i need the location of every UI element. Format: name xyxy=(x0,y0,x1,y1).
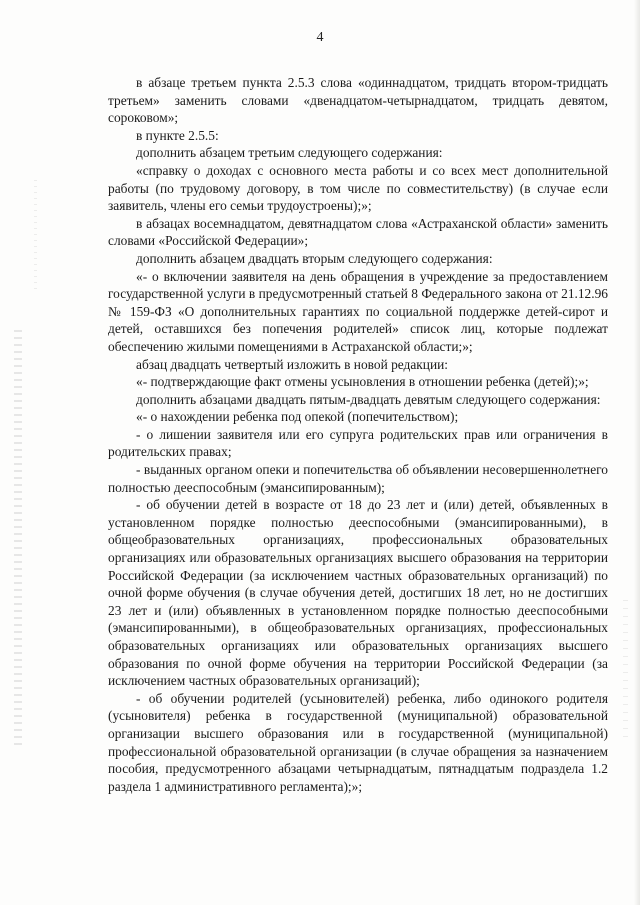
scan-edge-shadow xyxy=(634,0,640,905)
paragraph: в абзацах восемнадцатом, девятнадцатом слова «Астраханской области» заменить словами «Российской Федерации»; xyxy=(108,215,608,249)
paragraph: дополнить абзацем двадцать вторым следующего содержания: xyxy=(136,250,493,266)
paragraph: - выданных органом опеки и попечительства об объявлении несовершеннолетнего полностью дееспособным (эмансипированным); xyxy=(108,462,608,495)
paragraph: - об обучении родителей (усыновителей) ребенка, либо одинокого родителя (усыновителя) ребенка в государственной (муниципальной) образовательной организации высшего образования или в государственной (муниципальной) профессиональной образовательной организации (в случае обращения за назначением пособия, предусмотренного абзацами четырнадцатым, пятнадцатым подраздела 1.2 раздела 1 административного регламента);»; xyxy=(108,690,608,794)
paragraph: дополнить абзацами двадцать пятым-двадцать девятым следующего содержания: xyxy=(136,391,601,407)
paragraph: в пункте 2.5.5: xyxy=(136,127,219,143)
scan-artifact-left-upper xyxy=(34,180,37,290)
paragraph: - о лишении заявителя или его супруга родительских прав или ограничения в родительских правах; xyxy=(108,426,608,460)
page-number: 4 xyxy=(316,30,324,45)
paragraph: - об обучении детей в возрасте от 18 до 23 лет и (или) детей, объявленных в установленном порядке полностью дееспособными (эмансипированными), в общеобразовательных организациях, профессиональных образовательных организациях или образовательных организациях высшего образования на территории Российской Федерации (за исключением частных образовательных организаций) по очной форме обучения (в случае обучения детей, достигших 18 лет, но не достигших 23 лет и (или) объявленных в установленном порядке полностью дееспособными (эмансипированными), в общеобразовательных организациях, профессиональных образовательных организациях или образовательных организациях высшего образования по очной форме обучения на территории Российской Федерации (за исключением частных образовательных организаций); xyxy=(108,497,608,689)
scan-artifact-left xyxy=(14,330,22,750)
document-body xyxy=(108,74,608,795)
paragraph: «- подтверждающие факт отмены усыновления в отношении ребенка (детей);»; xyxy=(136,374,589,390)
paragraph: «- о нахождении ребенка под опекой (попечительством); xyxy=(136,409,459,425)
paragraph: «справку о доходах с основного места работы и со всех мест дополнительной работы (по трудовому договору, в том числе по совместительству) (в случае если заявитель, члены его семьи трудоустроены);»; xyxy=(108,162,608,214)
scan-artifact-right xyxy=(623,600,628,740)
paragraph: «- о включении заявителя на день обращения в учреждение за предоставлением государственной услуги в предусмотренный статьей 8 Федерального закона от 21.12.96 № 159-ФЗ «О дополнительных гарантиях по социальной поддержке детей-сирот и детей, оставшихся без попечения родителей» список лиц, которые подлежат обеспечению жилыми помещениями в Астраханской области;»; xyxy=(108,268,608,354)
paragraph: дополнить абзацем третьим следующего содержания: xyxy=(136,145,443,161)
paragraph: в абзаце третьем пункта 2.5.3 слова «одиннадцатом, тридцать втором-тридцать третьем» заменить словами «двенадцатом-четырнадцатом, тридцать девятом, сороковом»; xyxy=(108,75,608,126)
paragraph: абзац двадцать четвертый изложить в новой редакции: xyxy=(136,356,449,372)
